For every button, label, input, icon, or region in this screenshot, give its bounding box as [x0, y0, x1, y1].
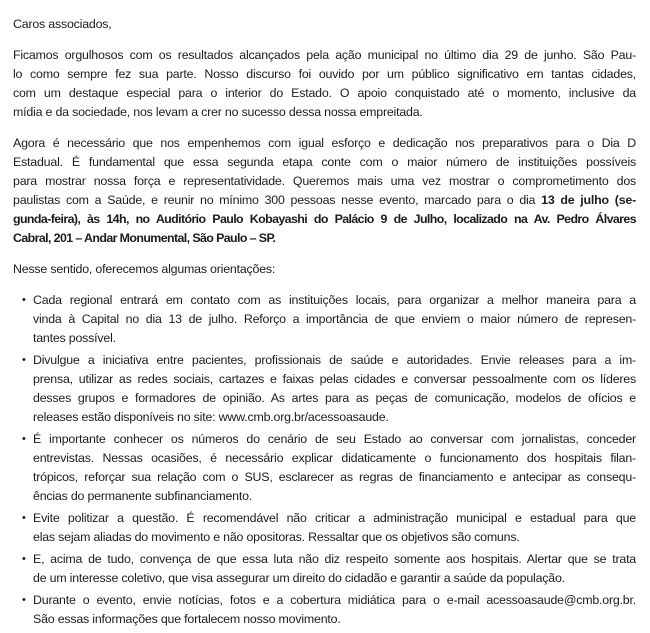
- text-line: É importante conhecer os números do cenário de seu Estado ao conversar com jornalistas, conceder: [33, 432, 636, 446]
- text-segment: paulistas com a Saúde, e reunir no mínimo 300 pessoas nesse evento, marcado para o dia: [13, 193, 542, 207]
- text-line: desses grupos e formadores de opinião. As artes para as peças de comunicação, modelos de ofícios e: [33, 391, 636, 405]
- orientations-list: [13, 291, 636, 629]
- list-item-evitar-politizacao: [22, 509, 636, 547]
- text-segment: .: [385, 410, 389, 424]
- text-line: tantes possível.: [33, 331, 116, 345]
- text-line: trópicos, reforçar sua relação com o SUS, esclarecer as regras de financiamento e antecipar as consequ-: [33, 470, 636, 484]
- text-line: [13, 191, 636, 210]
- text-line: [33, 408, 636, 427]
- bullet-icon: •: [22, 553, 26, 565]
- text-line: de um interesse coletivo, que visa assegurar um direito do cidadão e garantir a saúde da população.: [33, 571, 565, 585]
- text-segment: Durante o evento, envie notícias, fotos e a cobertura midiática para o e-mail: [33, 593, 487, 607]
- text-line: [33, 591, 636, 610]
- text-line: ências do permanente subfinanciamento.: [33, 489, 253, 503]
- text-line: E, acima de tudo, convença de que essa luta não diz respeito somente aos hospitais. Alertar que se trata: [33, 552, 636, 566]
- bullet-icon: •: [22, 354, 26, 366]
- bullet-icon: •: [22, 433, 26, 445]
- list-item-divulgacao: [22, 351, 636, 427]
- text-line: elas sejam aliadas do movimento e não opositoras. Ressaltar que os objetivos são comuns.: [33, 530, 520, 544]
- text-line: Estadual. É fundamental que essa segunda etapa conte com o maior número de instituições possíveis: [13, 155, 636, 169]
- text-line: Cada regional entrará em contato com as instituições locais, para organizar a melhor maneira para a: [33, 293, 636, 307]
- text-line: com um destaque especial para o interior do Estado. O apoio conquistado até o momento, inclusive da: [13, 86, 636, 100]
- list-item-regional-contact: [22, 291, 636, 348]
- text-line: Evite politizar a questão. É recomendável não criticar a administração municipal e estadual para que: [33, 511, 636, 525]
- paragraph-dia-d-event: [13, 134, 636, 248]
- text-line: Nesse sentido, oferecemos algumas orientações:: [13, 262, 276, 276]
- text-line: mídia e da sociedade, nos levam a crer no sucesso dessa nossa empreitada.: [13, 105, 423, 119]
- list-item-cobertura-evento: [22, 591, 636, 629]
- text-segment: .: [632, 593, 636, 607]
- orientations-intro: [13, 260, 636, 279]
- list-item-interesse-coletivo: [22, 550, 636, 588]
- event-address-bold-line: Cabral, 201 – Andar Monumental, São Paulo – SP.: [13, 231, 276, 245]
- email-address: acessoasaude@cmb.org.br: [486, 593, 633, 607]
- salutation: Caros associados,: [13, 17, 112, 31]
- bullet-icon: •: [22, 294, 26, 306]
- paragraph-municipal-results: [13, 46, 636, 122]
- bullet-icon: •: [22, 512, 26, 524]
- text-line: Agora é necessário que nos empenhemos com igual esforço e dedicação nos preparativos para o Dia D: [13, 136, 636, 150]
- text-line: para mostrar nossa força e representatividade. Queremos mais uma vez mostrar o comprometimento dos: [13, 174, 636, 188]
- text-line: lo como sempre fez sua parte. Nosso discurso foi ouvido por um público significativo em tantas cidades,: [13, 67, 636, 81]
- text-line: Ficamos orgulhosos com os resultados alcançados pela ação municipal no último dia 29 de junho. São Pau-: [13, 48, 636, 62]
- text-line: prensa, utilizar as redes sociais, cartazes e faixas pelas cidades e conversar pessoalmente com os líderes: [33, 372, 636, 386]
- text-line: vinda à Capital no dia 13 de julho. Reforço a importância de que enviem o maior número de represen-: [33, 312, 636, 326]
- bullet-icon: •: [22, 594, 26, 606]
- list-item-numeros-cenario: [22, 430, 636, 506]
- text-line: entrevistas. Nessas ocasiões, é necessário explicar didaticamente o funcionamento dos hospitais filan-: [33, 451, 636, 465]
- event-date-bold: 13 de julho (se-: [541, 193, 637, 207]
- text-line: São essas informações que fortalecem nosso movimento.: [33, 612, 341, 626]
- event-details-bold-line: gunda-feira), às 14h, no Auditório Paulo Kobayashi do Palácio 9 de Julho, localizado na Av. Pedro Álvares: [13, 212, 636, 226]
- site-url: www.cmb.org.br/acessoasaude: [218, 410, 386, 424]
- text-line: Divulgue a iniciativa entre pacientes, profissionais de saúde e autoridades. Envie releases para a im-: [33, 353, 636, 367]
- text-segment: releases estão disponíveis no site:: [33, 410, 219, 424]
